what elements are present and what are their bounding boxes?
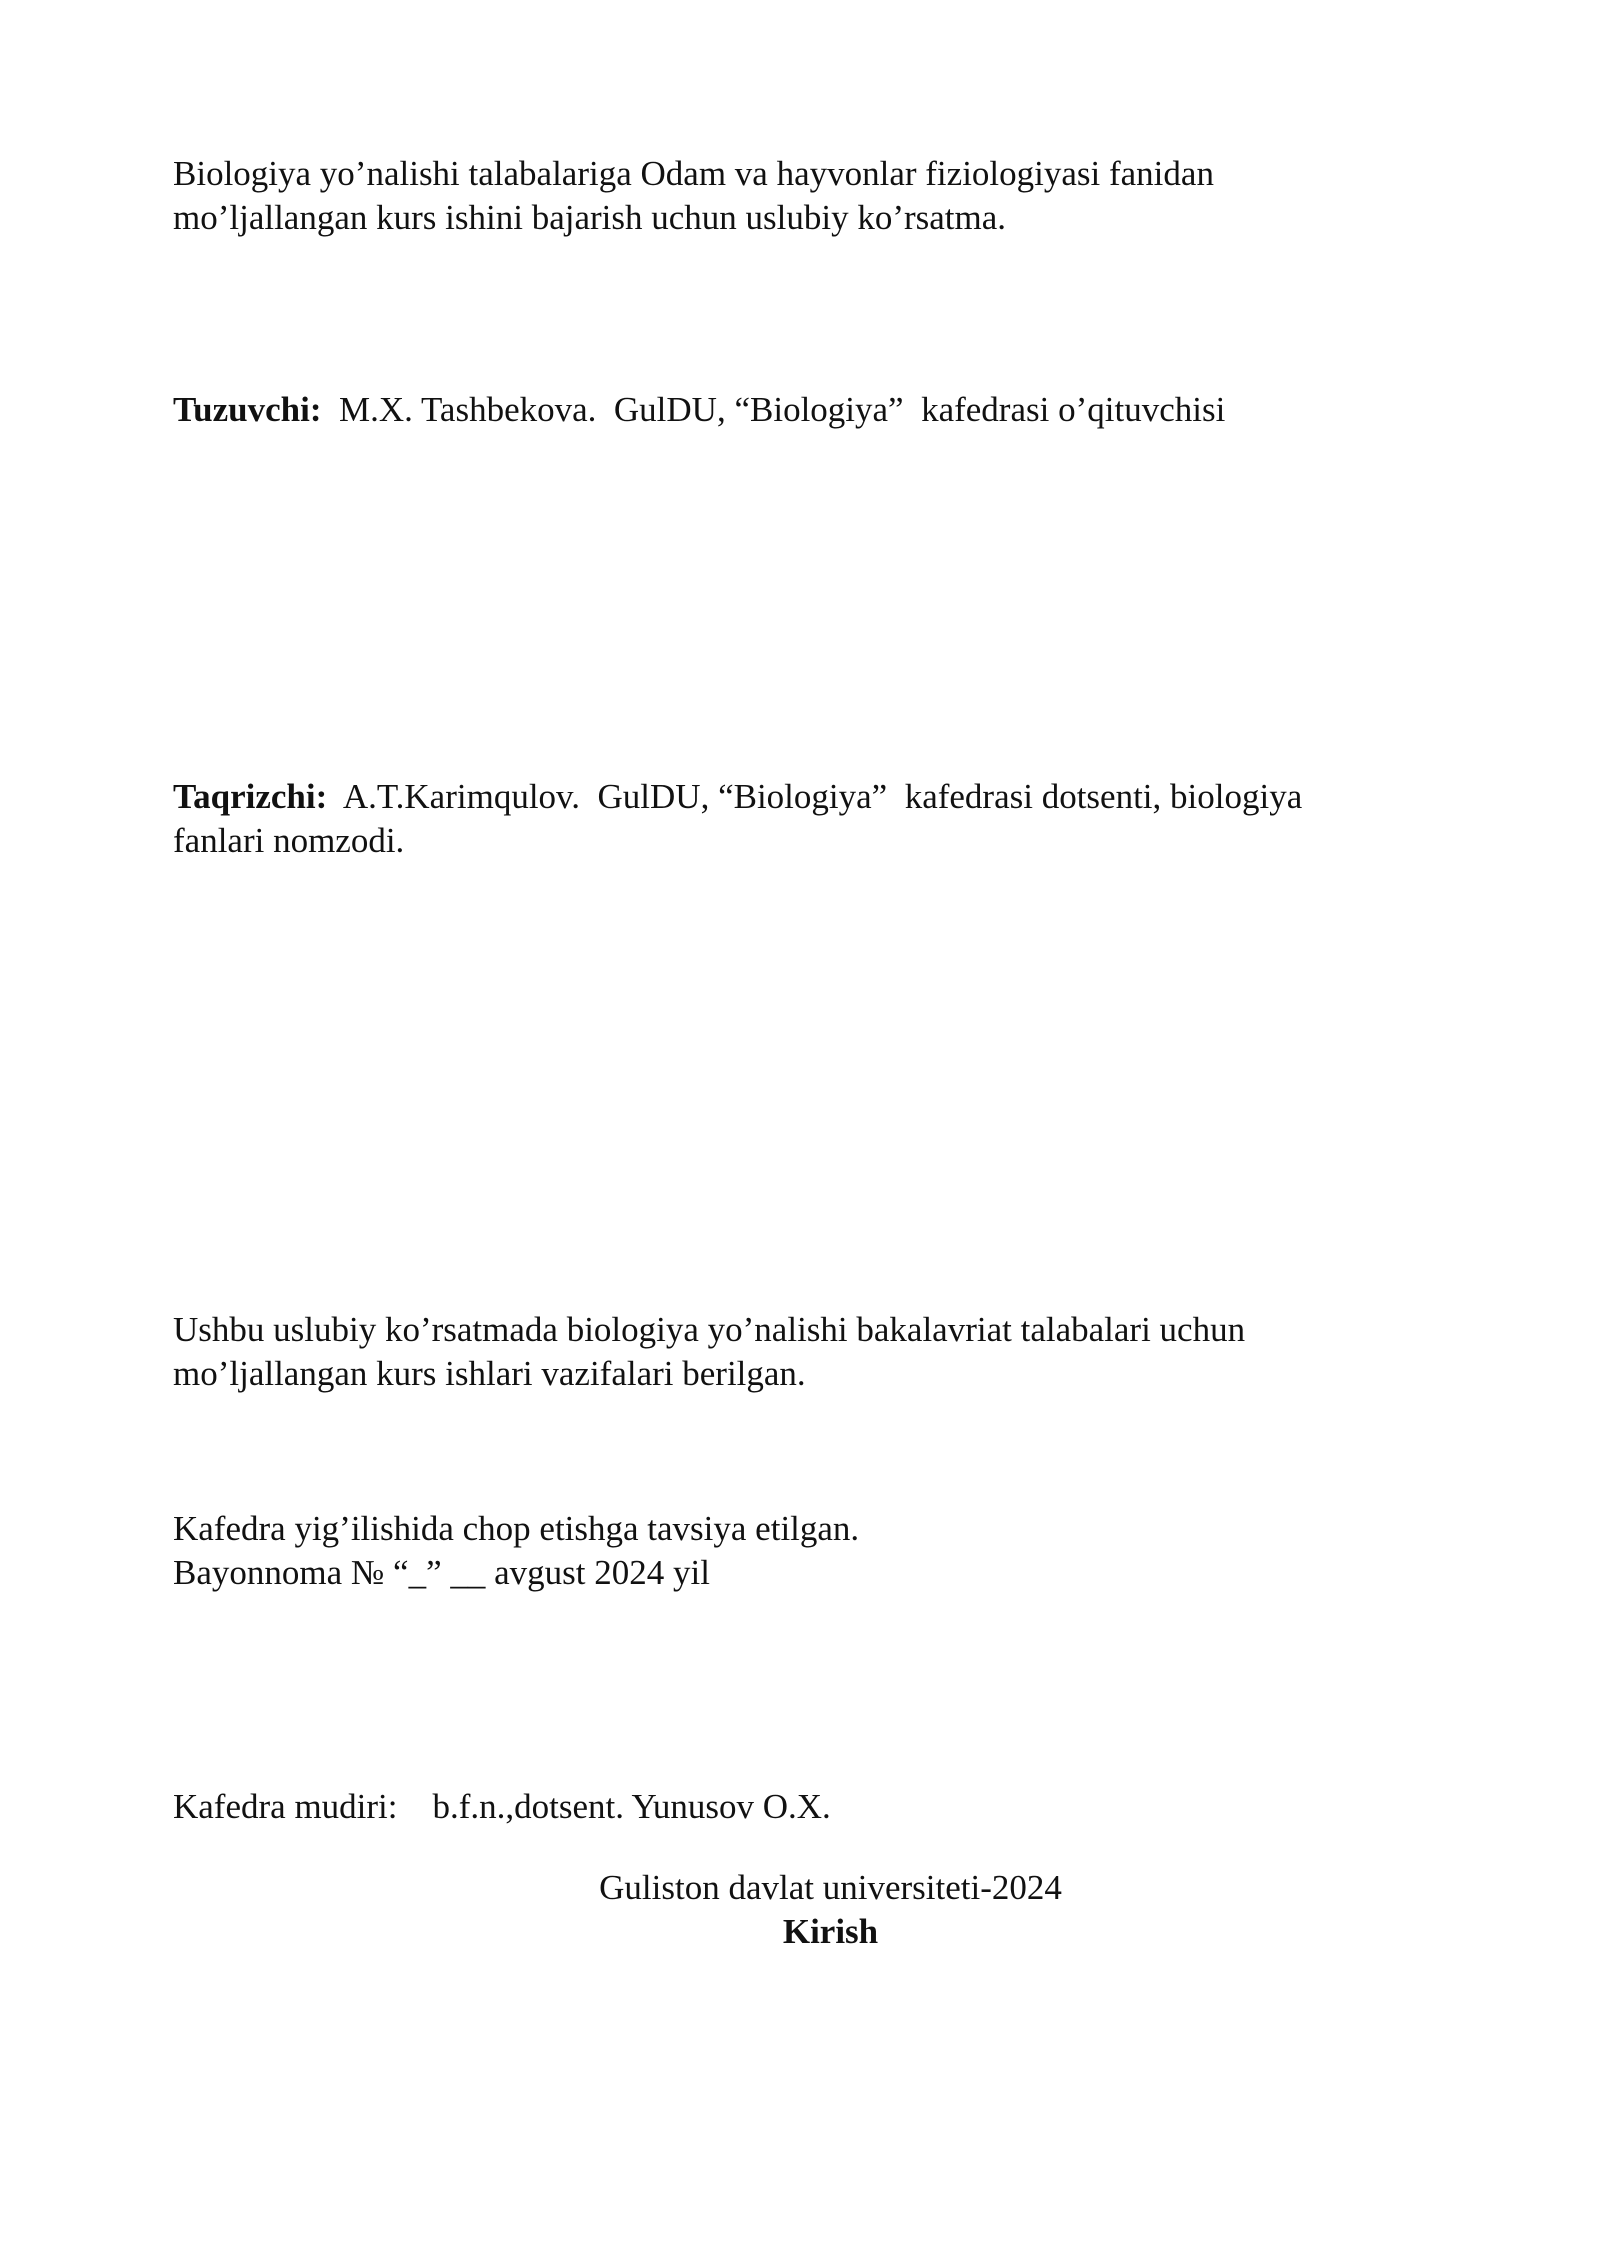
approval-line-2: Bayonnoma № “_” __ avgust 2024 yil — [173, 1553, 710, 1592]
compiler-paragraph — [173, 388, 1433, 432]
intro-paragraph — [173, 152, 1433, 240]
reviewer-label: Taqrizchi: — [173, 777, 328, 816]
description-line-2: mo’ljallangan kurs ishlari vazifalari berilgan. — [173, 1354, 806, 1393]
reviewer-paragraph — [173, 775, 1433, 863]
intro-line-2: mo’ljallangan kurs ishini bajarish uchun uslubiy ko’rsatma. — [173, 198, 1007, 237]
reviewer-text: A.T.Karimqulov. GulDU, “Biologiya” kafedrasi dotsenti, biologiya — [327, 777, 1303, 816]
description-line-1: Ushbu uslubiy ko’rsatmada biologiya yo’nalishi bakalavriat talabalari uchun — [173, 1310, 1246, 1349]
section-title: Kirish — [782, 1912, 879, 1951]
intro-line-1: Biologiya yo’nalishi talabalariga Odam va hayvonlar fiziologiyasi fanidan — [173, 154, 1214, 193]
approval-line-1: Kafedra yig’ilishida chop etishga tavsiya etilgan. — [173, 1509, 860, 1548]
reviewer-line-2: fanlari nomzodi. — [173, 821, 405, 860]
head-of-department-name: b.f.n.,dotsent. Yunusov O.X. — [397, 1787, 831, 1826]
compiler-label: Tuzuvchi: — [173, 390, 322, 429]
footer-university: Guliston davlat universiteti-2024 — [599, 1868, 1062, 1907]
description-paragraph — [173, 1308, 1433, 1396]
compiler-text: M.X. Tashbekova. GulDU, “Biologiya” kafedrasi o’qituvchisi — [321, 390, 1226, 429]
head-of-department-label: Kafedra mudiri: — [173, 1787, 398, 1826]
approval-paragraph — [173, 1507, 1433, 1595]
head-of-department-paragraph — [173, 1785, 1433, 1829]
